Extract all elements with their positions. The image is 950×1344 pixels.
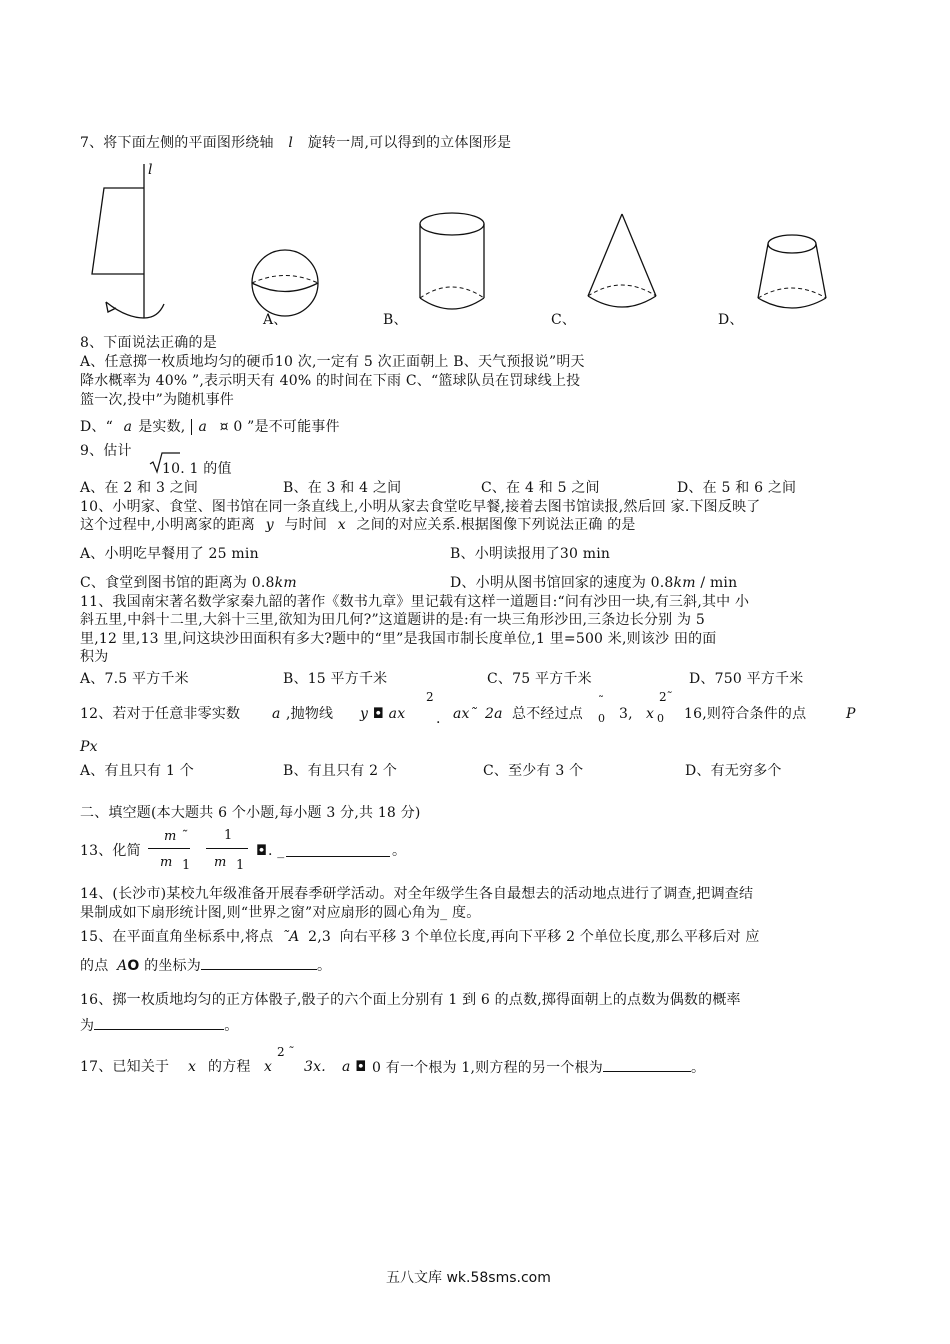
q14-line-1: 14、(长沙市)某校九年级准备开展春季研学活动。对全年级学生各自最想去的活动地点进行了调查,把调查结 bbox=[80, 886, 754, 902]
footer-watermark: 五八文库 wk.58sms.com bbox=[386, 1270, 551, 1286]
option-b-label: B、 bbox=[383, 312, 408, 328]
sphere-figure bbox=[250, 248, 320, 318]
q12-dot: . bbox=[436, 711, 441, 727]
q13-den-2b: 1 bbox=[236, 858, 245, 873]
q13-den-1a: m bbox=[160, 855, 173, 870]
q12-tilde: ˜ bbox=[598, 694, 604, 708]
q9-radicand: 10. 1 的值 bbox=[162, 461, 232, 477]
q12-sup-2b: 2˜ bbox=[659, 690, 673, 704]
q17-term-a: a ◘ bbox=[342, 1059, 367, 1075]
q12-formula-3: 2a bbox=[485, 706, 503, 722]
q11-option-a: A、7.5 平方千米 bbox=[80, 671, 189, 687]
q17-term-3x: 3x. bbox=[304, 1059, 326, 1075]
q12-point-p: P bbox=[846, 706, 856, 722]
q13-den-1b: 1 bbox=[182, 858, 191, 873]
q9-option-c: C、在 4 和 5 之间 bbox=[481, 480, 600, 496]
q10-option-d: D、小明从图书馆回家的速度为 0.8km / min bbox=[450, 575, 738, 591]
option-c-label: C、 bbox=[551, 312, 577, 328]
q7-plane-figure bbox=[80, 160, 190, 325]
q13-num-2: 1 bbox=[224, 828, 233, 843]
cylinder-figure bbox=[412, 210, 492, 320]
q12-text-a: 12、若对于任意非零实数 bbox=[80, 706, 241, 722]
q11-line-3: 里,12 里,13 里,问这块沙田面积有多大?题中的“里”是我国市制长度单位,1 里=500 米,则该沙 田的面 bbox=[80, 631, 717, 647]
q8-line-1: A、任意掷一枚质地均匀的硬币10 次,一定有 5 次正面朝上 B、天气预报说”明天 bbox=[80, 354, 585, 370]
q13-fraction-bar-2 bbox=[206, 848, 248, 849]
q10-line-2: 这个过程中,小明离家的距离 y 与时间 x 之间的对应关系.根据图像下列说法正确 的是 bbox=[80, 517, 636, 533]
q13-answer-blank[interactable] bbox=[286, 842, 390, 857]
q9-option-d: D、在 5 和 6 之间 bbox=[677, 480, 797, 496]
q8-option-d: D、“ a 是实数, a ¤ 0 ”是不可能事件 bbox=[80, 419, 340, 435]
q15-answer-blank[interactable] bbox=[201, 955, 317, 970]
q9-option-b: B、在 3 和 4 之间 bbox=[283, 480, 402, 496]
q12-formula-2: ax˜ bbox=[453, 706, 477, 722]
q7-stem: 7、将下面左侧的平面图形绕轴 l 旋转一周,可以得到的立体图形是 bbox=[80, 135, 512, 151]
q16-line-1: 16、掷一枚质地均匀的正方体骰子,骰子的六个面上分别有 1 到 6 的点数,掷得面朝上的点数为偶数的概率 bbox=[80, 992, 741, 1008]
q13-equals: ◘ bbox=[256, 843, 268, 859]
q10-option-a: A、小明吃早餐用了 25 min bbox=[80, 546, 259, 562]
q12-formula-1: y ◘ ax bbox=[360, 706, 406, 722]
q15-line-1: 15、在平面直角坐标系中,将点 ˜A 2,3 向右平移 3 个单位长度,再向下平移 2 个单位长度,那么平移后对 应 bbox=[80, 929, 760, 945]
q17-text-e: 0 有一个根为 1,则方程的另一个根为 。 bbox=[372, 1057, 705, 1078]
q8-line-3: 篮一次,投中”为随机事件 bbox=[80, 392, 235, 408]
q16-line-2: 为 。 bbox=[80, 1015, 238, 1036]
q8-stem: 8、下面说法正确的是 bbox=[80, 335, 217, 351]
q12-x0: x bbox=[646, 706, 655, 722]
q12-px: Px bbox=[80, 739, 98, 755]
q15-line-2: 的点 AO 的坐标为 。 bbox=[80, 955, 331, 976]
q11-option-c: C、75 平方千米 bbox=[487, 671, 592, 687]
axis-label: l bbox=[148, 162, 153, 178]
q17-sup: 2 ˜ bbox=[277, 1045, 295, 1059]
q12-sup-2: 2 bbox=[426, 690, 434, 704]
q12-option-d: D、有无穷多个 bbox=[685, 763, 782, 779]
q13-num-1: m ˜ bbox=[164, 829, 187, 844]
q14-line-2: 果制成如下扇形统计图,则“世界之窗”对应扇形的圆心角为_ 度。 bbox=[80, 905, 481, 921]
option-d-label: D、 bbox=[718, 312, 744, 328]
option-a-label: A、 bbox=[263, 312, 288, 328]
q11-option-b: B、15 平方千米 bbox=[283, 671, 388, 687]
q11-line-1: 11、我国南宋著名数学家秦九韶的著作《数书九章》里记载有这样一道题目:“问有沙田一块,有三斜,其中 小 bbox=[80, 594, 750, 610]
q13-end: 。 bbox=[392, 843, 407, 859]
q17-var-x: x bbox=[188, 1059, 197, 1075]
q9-option-a: A、在 2 和 3 之间 bbox=[80, 480, 199, 496]
q16-answer-blank[interactable] bbox=[94, 1015, 224, 1030]
q12-text-e: 16,则符合条件的点 bbox=[684, 706, 807, 722]
q10-option-c: C、食堂到图书馆的距离为 0.8km bbox=[80, 575, 297, 591]
q11-line-4: 积为 bbox=[80, 649, 109, 665]
q13-stem: 13、化简 bbox=[80, 843, 141, 859]
q17-text-b: 的方程 bbox=[208, 1059, 251, 1075]
q12-option-a: A、有且只有 1 个 bbox=[80, 763, 194, 779]
q17-answer-blank[interactable] bbox=[603, 1057, 691, 1072]
cone-figure bbox=[582, 212, 662, 322]
q13-tail: . _ bbox=[268, 843, 285, 859]
q12-text-b: ,抛物线 bbox=[286, 706, 334, 722]
section-2-heading: 二、填空题(本大题共 6 个小题,每小题 3 分,共 18 分) bbox=[80, 805, 421, 821]
q13-den-2a: m bbox=[214, 855, 227, 870]
q10-line-1: 10、小明家、食堂、图书馆在同一条直线上,小明从家去食堂吃早餐,接着去图书馆读报,然后回 家.下图反映了 bbox=[80, 499, 761, 515]
q9-stem: 9、估计 bbox=[80, 443, 132, 459]
q17-x2: x bbox=[264, 1059, 273, 1075]
q12-option-c: C、至少有 3 个 bbox=[483, 763, 584, 779]
q17-text-a: 17、已知关于 bbox=[80, 1059, 170, 1075]
q12-sub-0b: 0 bbox=[657, 712, 664, 725]
q12-text-c: 总不经过点 bbox=[512, 706, 583, 722]
q12-text-d: 3, bbox=[619, 706, 633, 722]
q11-line-2: 斜五里,中斜十二里,大斜十三里,欲知为田几何?”这道题讲的是:有一块三角形沙田,三条边长分别 为 5 bbox=[80, 612, 705, 628]
q12-option-b: B、有且只有 2 个 bbox=[283, 763, 398, 779]
q12-sub-0: 0 bbox=[598, 712, 605, 725]
q10-option-b: B、小明读报用了30 min bbox=[450, 546, 611, 562]
q13-fraction-bar-1 bbox=[148, 848, 190, 849]
q8-line-2: 降水概率为 40% ”,表示明天有 40% 的时间在下雨 C、“篮球队员在罚球线上投 bbox=[80, 373, 581, 389]
q12-var-a: a bbox=[272, 706, 281, 722]
frustum-figure bbox=[754, 232, 830, 322]
q11-option-d: D、750 平方千米 bbox=[689, 671, 804, 687]
